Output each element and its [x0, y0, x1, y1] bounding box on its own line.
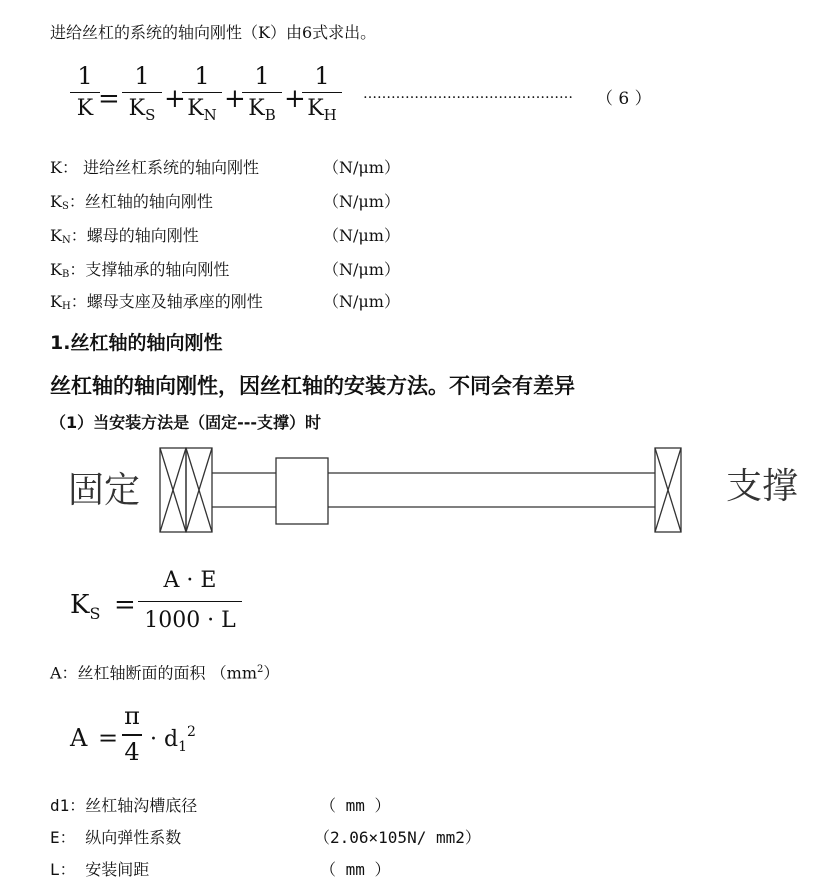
- pi-numerator: π: [124, 702, 140, 730]
- k-symbol: K: [187, 96, 204, 121]
- k-symbol: K: [248, 96, 265, 121]
- fraction-1-over-kn: [182, 62, 222, 129]
- unit: （N/μm）: [323, 158, 400, 177]
- subscript: H: [61, 301, 71, 312]
- fraction-bar: [122, 92, 162, 93]
- fraction-bar: [182, 92, 222, 93]
- definition-text: 丝杠轴的轴向刚性: [84, 192, 213, 211]
- plus-sign: +: [284, 84, 306, 114]
- subscript: S: [61, 201, 69, 212]
- definition-text: 进给丝杠系统的轴向刚性: [77, 158, 260, 177]
- close-paren: ）: [263, 663, 280, 683]
- ks-lhs: [70, 590, 100, 623]
- k-symbol: K: [70, 590, 90, 620]
- section-heading: 1.丝杠轴的轴向刚性: [50, 332, 223, 354]
- area-definition: [50, 660, 279, 683]
- subscript: H: [323, 106, 337, 124]
- definition-kn: [50, 226, 450, 251]
- symbol: K: [50, 260, 62, 279]
- denominator: [182, 95, 222, 129]
- plus-sign: +: [164, 84, 186, 114]
- unit: （N/μm）: [323, 260, 400, 279]
- denominator: 4: [124, 738, 140, 766]
- numerator: 1: [194, 62, 210, 90]
- separator: ：: [70, 292, 87, 311]
- intro-text: 进给丝杠的系统的轴向刚性（K）由6式求出。: [50, 23, 377, 42]
- variable-label: L： 安装间距: [50, 860, 150, 879]
- subscript: N: [203, 106, 217, 124]
- superscript: 2: [187, 724, 196, 740]
- sub-heading: （1）当安装方法是（固定---支撑）时: [50, 413, 322, 432]
- subscript: N: [61, 235, 71, 246]
- definition-ks: [50, 192, 450, 217]
- fraction-bar: [302, 92, 342, 93]
- k-symbol: K: [128, 96, 146, 121]
- fraction-bar: [122, 734, 142, 736]
- superscript: 2: [257, 664, 264, 675]
- definition-text: 螺母支座及轴承座的刚性: [86, 292, 263, 311]
- equals-sign: =: [98, 84, 120, 114]
- denominator: 1000 · L: [144, 608, 236, 633]
- equals-sign: =: [98, 724, 119, 752]
- support-label: 支撑: [726, 466, 799, 507]
- denominator: [302, 95, 342, 129]
- variable-unit: （ mm ）: [320, 796, 391, 815]
- definition-text: 支撑轴承的轴向刚性: [85, 260, 230, 279]
- equation-number: （ 6 ）: [596, 89, 652, 109]
- nut-block: [276, 458, 328, 524]
- leader-dots: ………………………………………: [363, 86, 573, 102]
- symbol: K: [50, 158, 62, 177]
- definition-kh: [50, 292, 450, 317]
- symbol: K: [50, 292, 62, 311]
- variable-unit: （ mm ）: [320, 860, 391, 879]
- unit: （N/μm）: [323, 192, 400, 211]
- unit: （N/μm）: [323, 292, 400, 311]
- separator: ：: [69, 260, 86, 279]
- plus-sign: +: [224, 84, 246, 114]
- variable-label: E： 纵向弹性系数: [50, 828, 182, 847]
- subscript: S: [145, 106, 156, 124]
- shaft-mounting-diagram: [60, 440, 820, 540]
- area-text: A：丝杠轴断面的面积 （mm: [50, 663, 257, 683]
- formula-6: [70, 62, 370, 134]
- unit: （N/μm）: [323, 226, 400, 245]
- variable-unit: （2.06×105N/ mm2）: [314, 828, 481, 847]
- separator: ：: [68, 192, 85, 211]
- fraction-1-over-kb: [242, 62, 282, 129]
- fraction-bar: [242, 92, 282, 93]
- variable-e: [50, 828, 550, 848]
- denominator: [122, 95, 162, 129]
- main-heading: 丝杠轴的轴向刚性，因丝杠轴的安装方法。不同会有差异: [50, 374, 575, 398]
- fraction-1-over-kh: [302, 62, 342, 129]
- numerator: 1: [314, 62, 330, 90]
- numerator: A · E: [163, 568, 217, 593]
- fraction-1-over-ks: [122, 62, 162, 129]
- fraction-1-over-k: [70, 62, 100, 123]
- numerator: 1: [134, 62, 150, 90]
- definition-k: [50, 158, 450, 178]
- fraction-bar: [70, 92, 100, 93]
- d-symbol: · d: [150, 727, 179, 752]
- separator: ：: [70, 226, 87, 245]
- subscript: B: [61, 269, 70, 280]
- k-symbol: K: [307, 96, 324, 121]
- fixed-label: 固定: [68, 470, 141, 511]
- shaft-diagram-svg: [60, 440, 820, 540]
- fraction-bar: [138, 601, 242, 602]
- separator: ：: [61, 158, 78, 177]
- symbol: K: [50, 192, 62, 211]
- d1-squared: [150, 724, 196, 755]
- equals-sign: =: [114, 590, 136, 620]
- numerator: 1: [254, 62, 270, 90]
- a-symbol: A: [70, 724, 88, 752]
- support-bearing: [655, 448, 681, 532]
- variable-d1: [50, 796, 550, 816]
- numerator: 1: [77, 62, 93, 90]
- variable-l: [50, 860, 550, 880]
- variable-label: d1：丝杠轴沟槽底径: [50, 796, 198, 815]
- definition-text: 螺母的轴向刚性: [86, 226, 199, 245]
- definition-kb: [50, 260, 450, 285]
- denominator: K: [76, 96, 94, 121]
- symbol: K: [50, 226, 62, 245]
- area-formula: [70, 702, 270, 776]
- ks-formula: [70, 568, 270, 648]
- subscript: S: [89, 604, 101, 623]
- fixed-bearing: [160, 448, 212, 532]
- denominator: [242, 95, 282, 129]
- subscript: B: [264, 106, 276, 124]
- subscript: 1: [178, 739, 187, 755]
